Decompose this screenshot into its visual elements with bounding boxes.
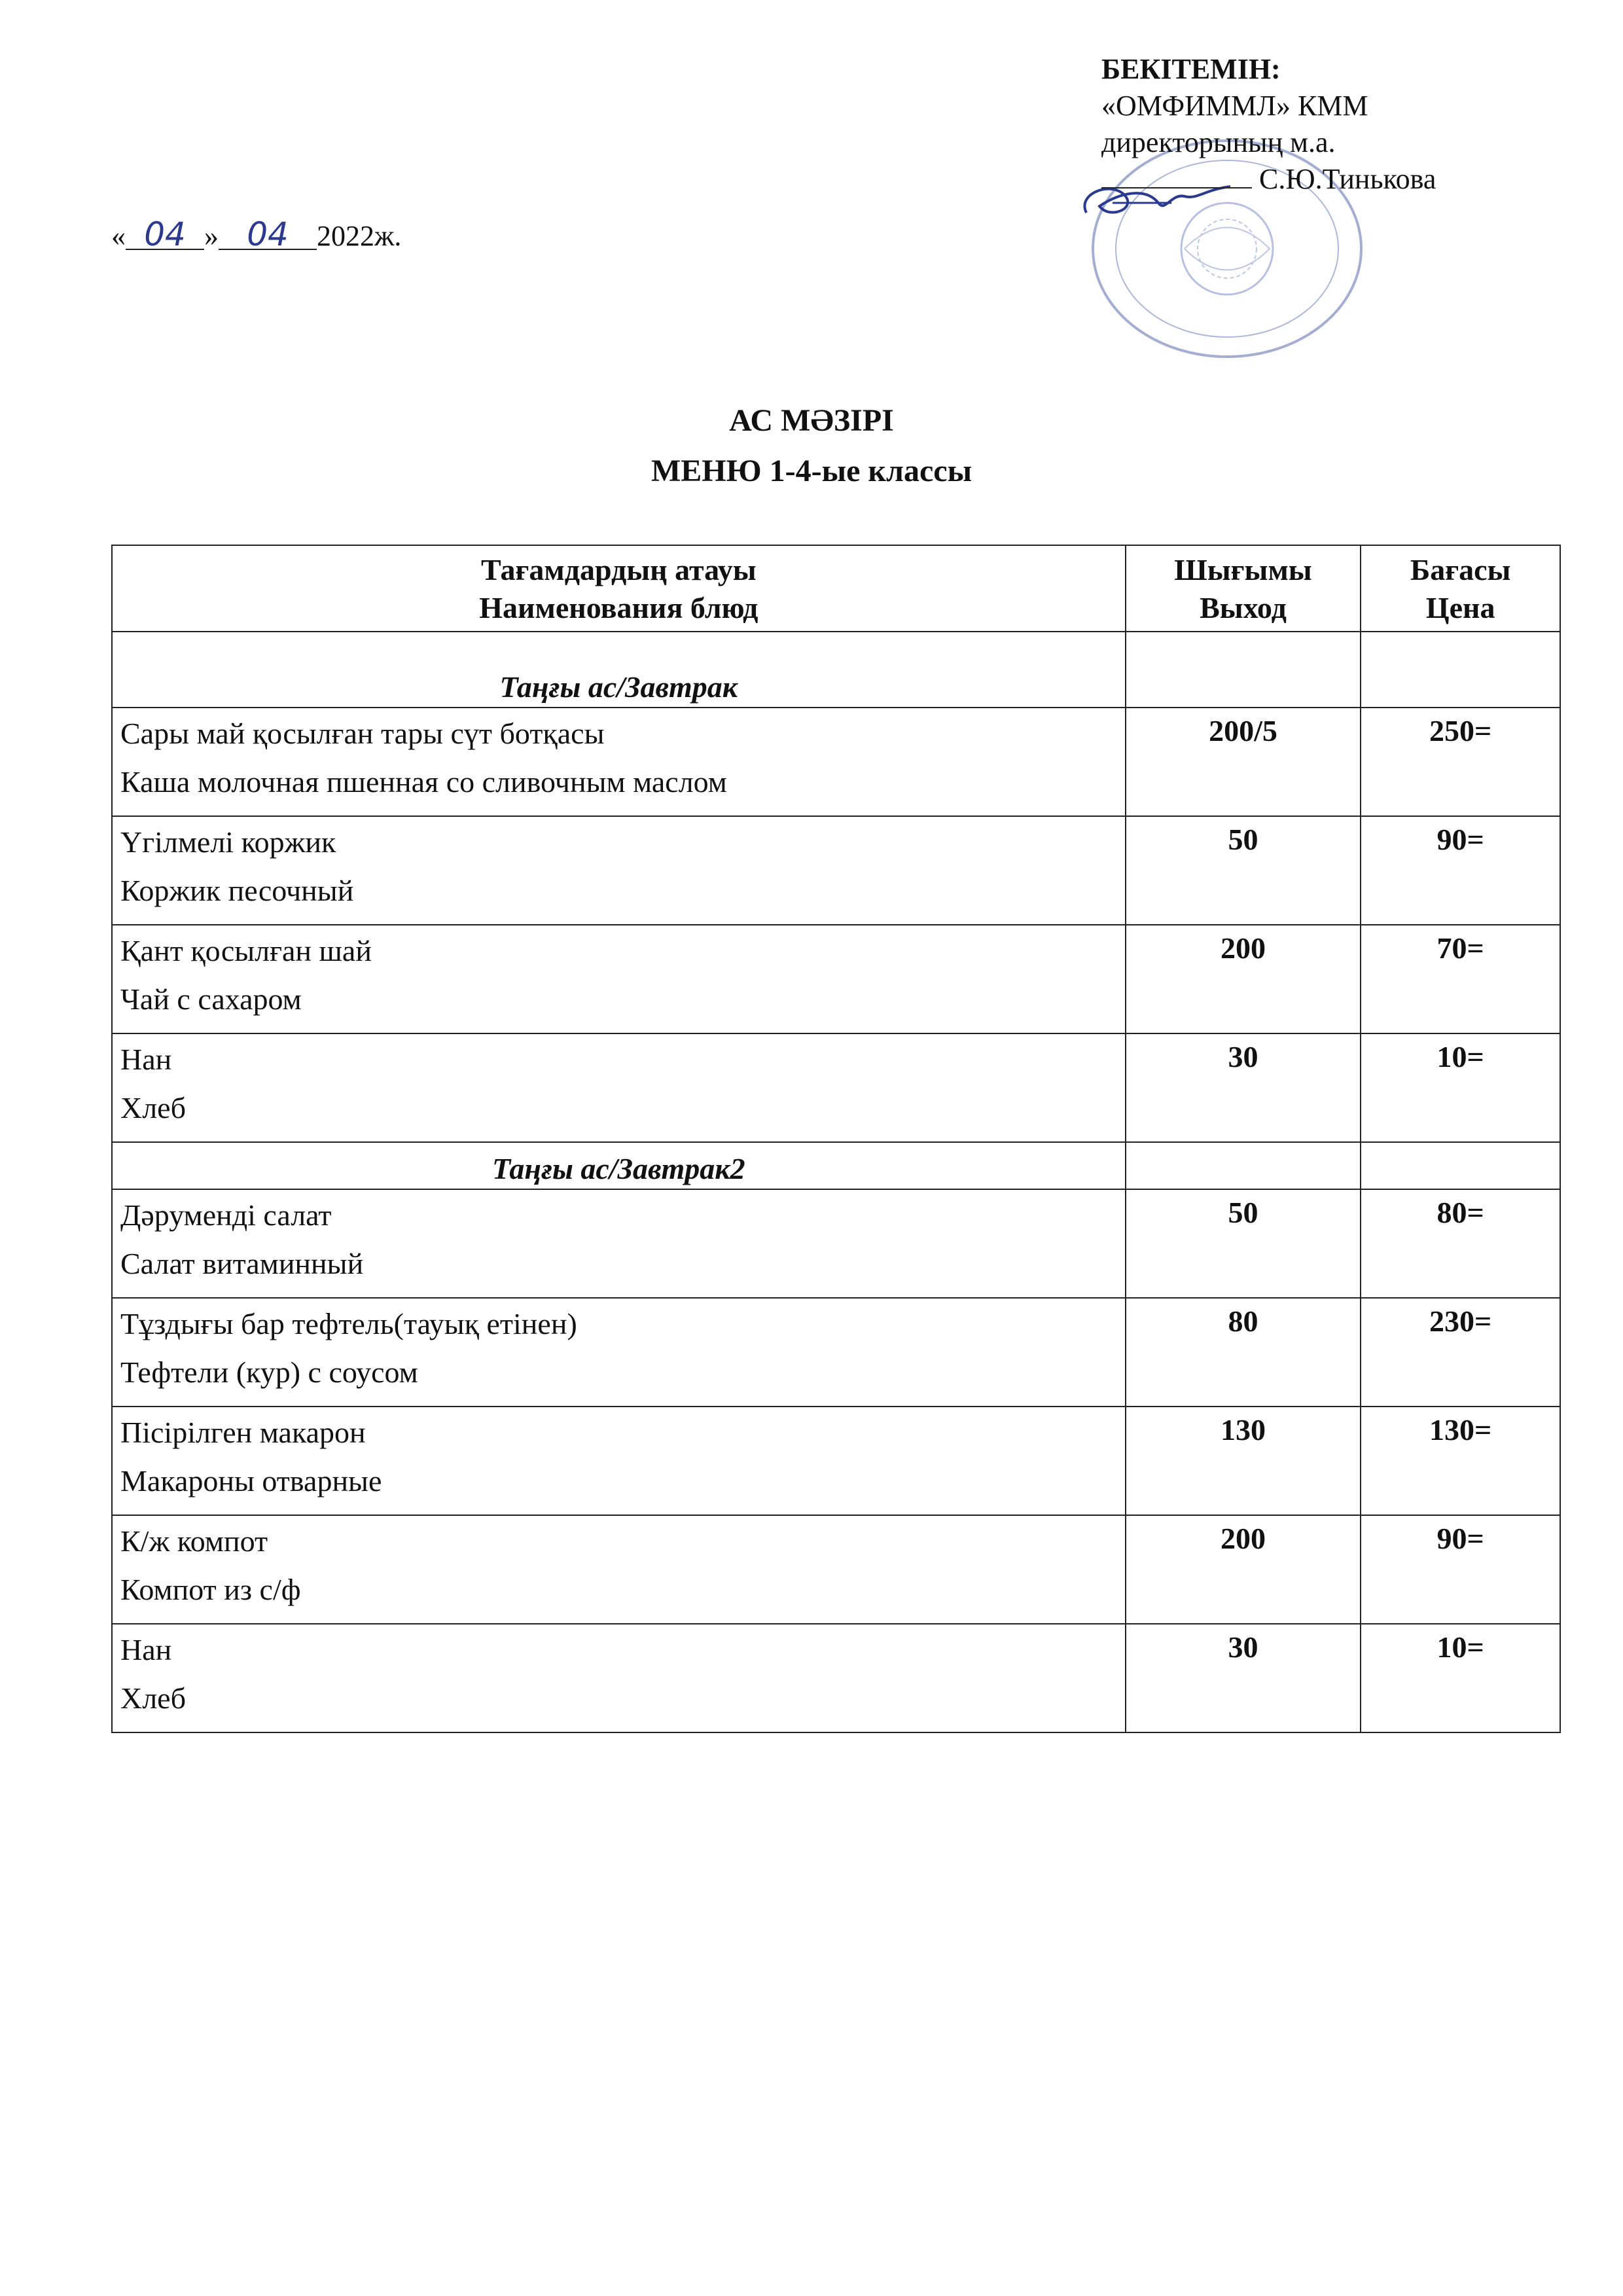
dish-yield: 200 [1126, 925, 1361, 1033]
approval-name: С.Ю.Тинькова [1259, 163, 1436, 195]
approval-org: «ОМФИММЛ» КММ [1101, 90, 1368, 122]
dish-name-ru: Компот из с/ф [120, 1573, 301, 1606]
table-row [112, 925, 1560, 1033]
approval-role: директорының м.а. [1101, 126, 1336, 158]
date-year: 2022ж. [317, 220, 402, 252]
dish-price: 10= [1361, 1033, 1560, 1142]
dish-name-ru: Хлеб [120, 1091, 186, 1124]
header-price [1361, 545, 1560, 632]
dish-price: 10= [1361, 1624, 1560, 1732]
dish-price: 230= [1361, 1298, 1560, 1407]
dish-name-ru: Хлеб [120, 1681, 186, 1715]
dish-name [112, 1189, 1126, 1298]
header-yield-kz: Шығымы [1174, 553, 1312, 586]
dish-name [112, 1407, 1126, 1515]
header-dish-name [112, 545, 1126, 632]
section-empty-cell [1361, 1142, 1560, 1189]
dish-name-kz: Пісірілген макарон [120, 1416, 366, 1449]
dish-name-ru: Каша молочная пшенная со сливочным маслом [120, 765, 727, 798]
header-yield [1126, 545, 1361, 632]
table-row [112, 1189, 1560, 1298]
dish-name-kz: К/ж компот [120, 1524, 268, 1558]
dish-price: 130= [1361, 1407, 1560, 1515]
approval-block [1101, 51, 1436, 198]
section-title: Таңғы ас/Завтрак [112, 632, 1126, 708]
dish-name-kz: Үгілмелі коржик [120, 825, 336, 859]
dish-name-kz: Нан [120, 1043, 172, 1076]
dish-name-kz: Сары май қосылған тары сүт ботқасы [120, 717, 605, 750]
table-row [112, 1624, 1560, 1732]
header-price-kz: Бағасы [1410, 553, 1511, 586]
dish-yield: 80 [1126, 1298, 1361, 1407]
dish-name [112, 1515, 1126, 1624]
section-empty-cell [1126, 632, 1361, 708]
section-empty-cell [1126, 1142, 1361, 1189]
dish-yield: 50 [1126, 1189, 1361, 1298]
header-name-ru: Наименования блюд [479, 591, 758, 624]
header-name-kz: Тағамдардың атауы [480, 553, 757, 586]
dish-name [112, 925, 1126, 1033]
dish-name-kz: Нан [120, 1633, 172, 1666]
dish-name [112, 708, 1126, 816]
dish-name-kz: Қант қосылған шай [120, 934, 372, 967]
header-price-ru: Цена [1425, 591, 1495, 624]
table-row [112, 1033, 1560, 1142]
dish-yield: 30 [1126, 1033, 1361, 1142]
dish-price: 90= [1361, 816, 1560, 925]
dish-yield: 200 [1126, 1515, 1361, 1624]
header-yield-ru: Выход [1200, 591, 1287, 624]
date-close-quote: » [204, 220, 219, 252]
dish-name [112, 1033, 1126, 1142]
dish-price: 90= [1361, 1515, 1560, 1624]
dish-name [112, 1624, 1126, 1732]
table-row [112, 708, 1560, 816]
approval-heading: БЕКІТЕМІН: [1101, 53, 1281, 85]
table-row [112, 1407, 1560, 1515]
signature-line [1101, 162, 1252, 188]
dish-name [112, 1298, 1126, 1407]
date-day: 04 [126, 220, 204, 250]
dish-name [112, 816, 1126, 925]
page-title-ru: МЕНЮ 1-4-ые классы [651, 454, 972, 488]
dish-yield: 30 [1126, 1624, 1361, 1732]
approval-signature-row [1101, 161, 1436, 198]
dish-name-ru: Тефтели (кур) с соусом [120, 1355, 418, 1389]
dish-price: 70= [1361, 925, 1560, 1033]
dish-name-kz: Тұздығы бар тефтель(тауық етінен) [120, 1307, 577, 1340]
dish-name-ru: Чай с сахаром [120, 982, 302, 1016]
table-row [112, 1298, 1560, 1407]
table-row [112, 816, 1560, 925]
table-row [112, 1515, 1560, 1624]
section-row [112, 632, 1560, 708]
menu-table [111, 545, 1561, 1733]
dish-price: 80= [1361, 1189, 1560, 1298]
table-header-row [112, 545, 1560, 632]
document-date [111, 215, 402, 253]
date-open-quote: « [111, 220, 126, 252]
dish-yield: 200/5 [1126, 708, 1361, 816]
dish-name-ru: Коржик песочный [120, 874, 354, 907]
dish-yield: 50 [1126, 816, 1361, 925]
dish-name-ru: Салат витаминный [120, 1247, 364, 1280]
section-empty-cell [1361, 632, 1560, 708]
dish-price: 250= [1361, 708, 1560, 816]
section-title: Таңғы ас/Завтрак2 [112, 1142, 1126, 1189]
dish-name-kz: Дәруменді салат [120, 1198, 332, 1232]
date-month: 04 [219, 220, 317, 250]
dish-yield: 130 [1126, 1407, 1361, 1515]
page-title-kz: АС МӘЗІРІ [729, 403, 894, 438]
section-row [112, 1142, 1560, 1189]
dish-name-ru: Макароны отварные [120, 1464, 382, 1498]
